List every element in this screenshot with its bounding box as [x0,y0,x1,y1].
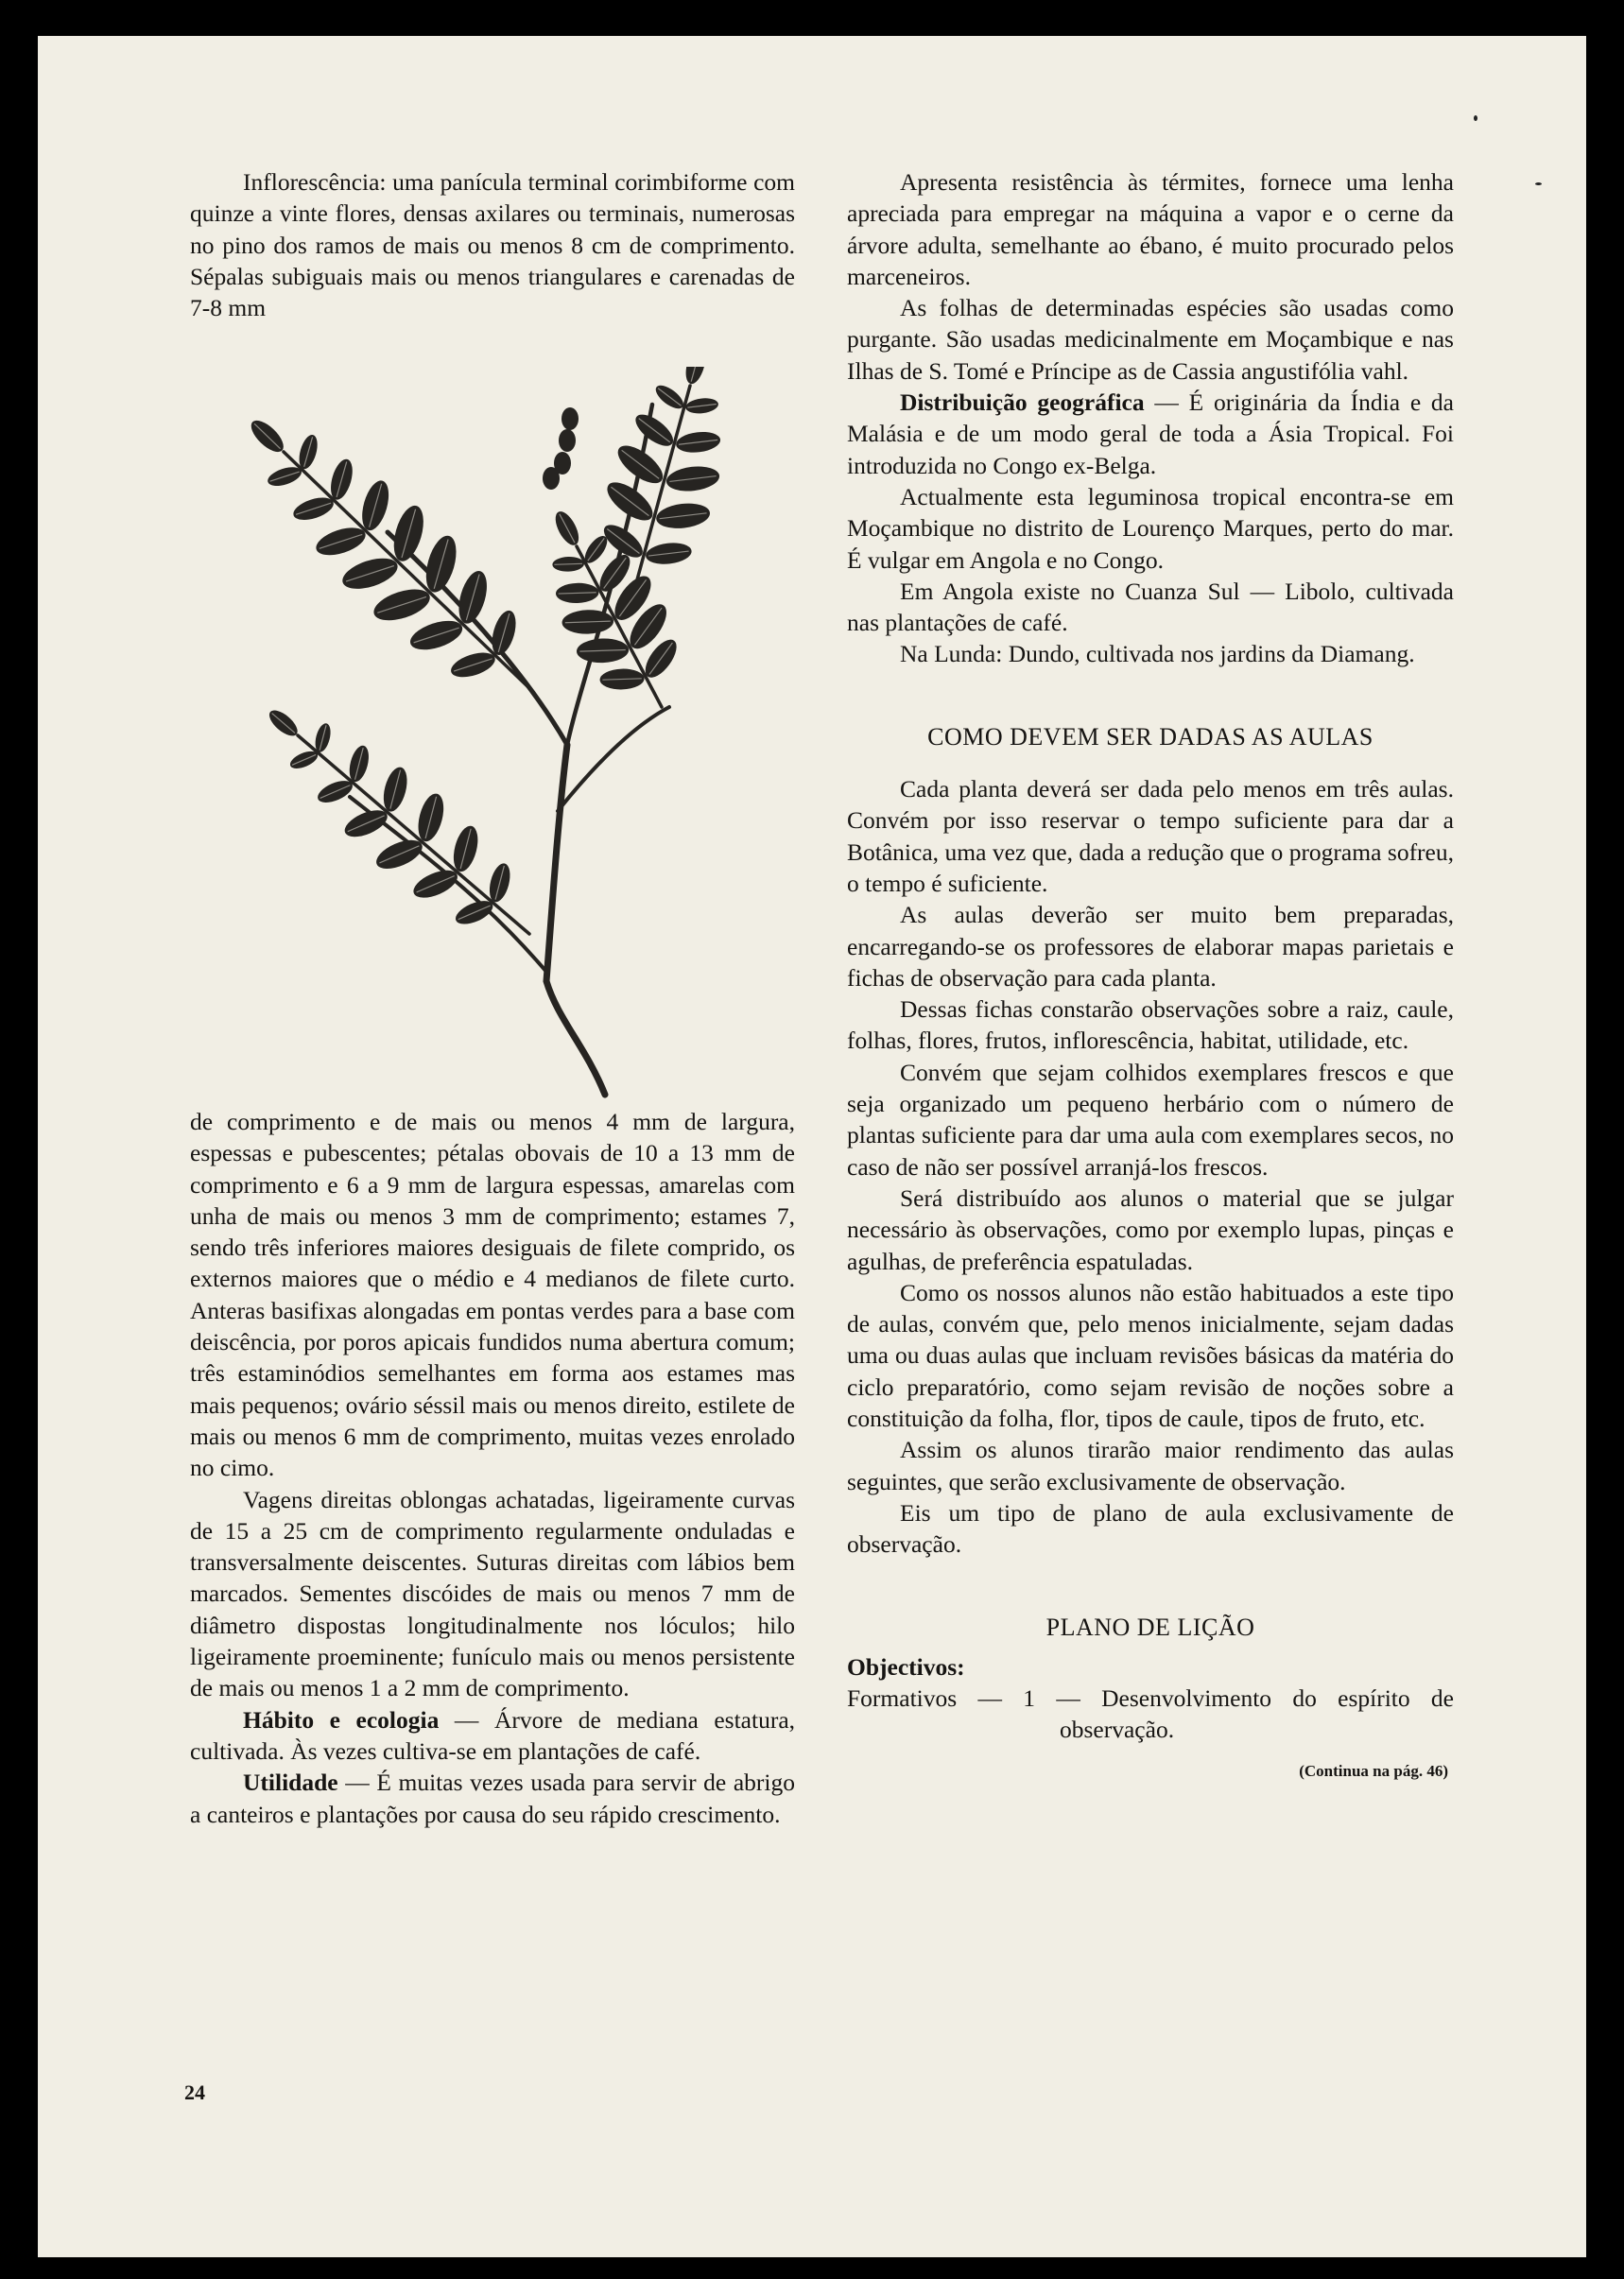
resistencia-paragraph: Apresenta resistência às térmites, fornece uma lenha apreciada para empregar na máquina a vapor e o cerne da árvore adulta, semelhante ao ébano, é muito procurado pelos marceneiros. [847,168,1454,290]
document-page [38,36,1586,2257]
page-number: 24 [184,2080,205,2104]
leaf-sprig-illustration [246,367,775,1104]
distribuicao-label: Distribuição geográfica [900,388,1145,417]
utilidade-paragraph [190,1767,795,1830]
print-speck [1474,115,1477,121]
aulas-paragraph-6: Como os nossos alunos não estão habituados a este tipo de aulas, convém que, pelo menos inicialmente, sejam dadas uma ou duas aulas que incluam revisões básicas da matéria do ciclo preparatório, como sejam revisão de noções sobre a constituição da folha, flor, tipos de caule, tipos de fruto, etc. [847,1278,1454,1432]
mocambique-paragraph: Actualmente esta leguminosa tropical encontra-se em Moçambique no distrito de Lourenço Marques, perto do mar. É vulgar em Angola e no Congo. [847,482,1454,574]
folhas-paragraph: As folhas de determinadas espécies são usadas como purgante. São usadas medicinalmente em Moçambique e nas Ilhas de S. Tomé e Príncipe as de Cassia angustifólia vahl. [847,294,1454,385]
right-column [847,166,1454,1787]
vagens-paragraph: Vagens direitas oblongas achatadas, ligeiramente curvas de 15 a 25 cm de comprimento regularmente onduladas e transversalmente deiscentes. Suturas direitas com lábios bem marcados. Sementes discóides de mais ou menos 7 mm de diâmetro dispostas longitudinalmente nos lóculos; hilo ligeiramente proeminente; funículo mais ou menos persistente de mais ou menos 1 a 2 mm de comprimento. [190,1485,795,1702]
print-speck [1535,182,1542,185]
fern-like-leaf-sprig-icon [246,367,721,1095]
description-continuation: de comprimento e de mais ou menos 4 mm de largura, espessas e pubescentes; pétalas obovais de 10 a 13 mm de comprimento e 6 a 9 mm de largura espessas, amarelas com unha de mais ou menos 3 mm de comprimento; estames 7, sendo três inferiores maiores desiguais de filete comprido, os externos maiores que o médio e 4 medianos de filete curto. Anteras basifixas alongadas em pontas verdes para a base com deiscência, por poros apicais fundidos numa abertura comum; três estaminódios semelhantes em forma aos estames mas mais pequenos; ovário séssil mais ou menos direito, estilete de mais ou menos 6 mm de comprimento, muitas vezes enrolado no cimo. [190,1108,795,1482]
habito-text: — Árvore de mediana estatura, cultivada. Às vezes cultiva-se em plantações de café. [190,1705,796,1765]
aulas-paragraph-1: Cada planta deverá ser dada pelo menos em três aulas. Convém por isso reservar o tempo suficiente para dar a Botânica, uma vez que, dada a redução que o programa sofreu, o tempo é suficiente. [847,775,1454,897]
inflorescence-paragraph: Inflorescência: uma panícula terminal corimbiforme com quinze a vinte flores, densas axilares ou terminais, numerosas no pino dos ramos de mais ou menos 8 cm de comprimento. Sépalas subiguais mais ou menos triangulares e carenadas de 7-8 mm [190,168,795,322]
section-heading-plano: PLANO DE LIÇÃO [1045,1614,1255,1642]
formativos-line: Formativos — 1 — Desenvolvimento do espírito de observação. [847,1684,1454,1744]
aulas-paragraph-2: As aulas deverão ser muito bem preparadas, encarregando-se os professores de elaborar mapas parietais e fichas de observação para cada planta. [847,901,1454,992]
habito-paragraph [190,1704,795,1768]
lunda-paragraph: Na Lunda: Dundo, cultivada nos jardins da Diamang. [900,640,1415,668]
angola-paragraph: Em Angola existe no Cuanza Sul — Libolo, cultivada nas plantações de café. [847,577,1454,637]
continua-note: (Continua na pág. 46) [1299,1761,1448,1780]
utilidade-text: — É muitas vezes usada para servir de abrigo a canteiros e plantações por causa do seu rápido crescimento. [190,1769,795,1828]
objectivos-label: Objectivos: [847,1652,965,1681]
aulas-paragraph-8: Eis um tipo de plano de aula exclusivamente de observação. [847,1498,1454,1559]
aulas-paragraph-4: Convém que sejam colhidos exemplares frescos e que seja organizado um pequeno herbário com o número de plantas suficiente para dar uma aula com exemplares secos, no caso de não ser possível arranjá-los frescos. [847,1058,1454,1181]
aulas-paragraph-3: Dessas fichas constarão observações sobre a raiz, caule, folhas, flores, frutos, inflorescência, habitat, utilidade, etc. [847,995,1454,1055]
aulas-paragraph-7: Assim os alunos tirarão maior rendimento das aulas seguintes, que serão exclusivamente de observação. [847,1436,1454,1495]
distribuicao-text: — É originária da Índia e da Malásia e de um modo geral de toda a Ásia Tropical. Foi introduzida no Congo ex-Belga. [847,388,1454,479]
left-column-top [190,166,795,323]
aulas-paragraph-5: Será distribuído aos alunos o material que se julgar necessário às observações, como por exemplo lupas, pinças e agulhas, de preferência espatuladas. [847,1183,1454,1275]
distribuicao-paragraph [847,387,1454,481]
habito-label: Hábito e ecologia [243,1705,440,1734]
left-column-bottom [190,1106,795,1830]
section-heading-aulas: COMO DEVEM SER DADAS AS AULAS [927,722,1373,751]
utilidade-label: Utilidade [243,1769,338,1797]
